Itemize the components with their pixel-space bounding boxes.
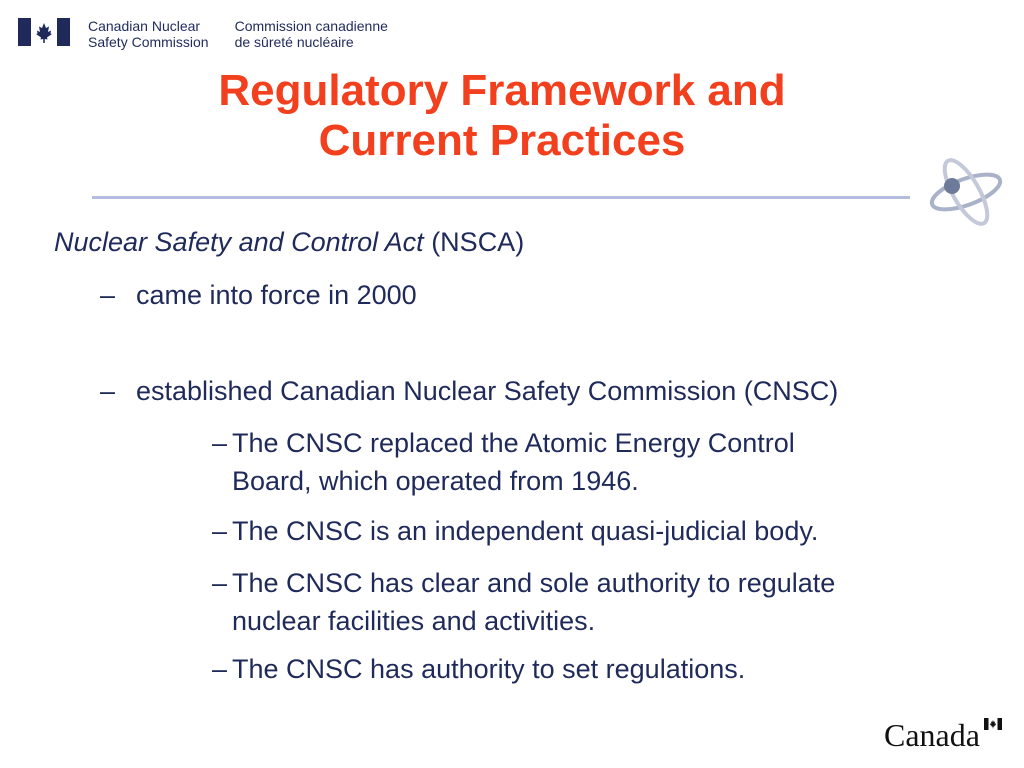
act-name: Nuclear Safety and Control Act (54, 227, 424, 257)
org-fr-line1: Commission canadienne (234, 18, 388, 34)
sub-bullet-text-cont: nuclear facilities and activities. (232, 606, 596, 636)
org-fr-line2: de sûreté nucléaire (234, 34, 354, 50)
title-line1: Regulatory Framework and (218, 66, 786, 115)
sub-bullet-item (212, 424, 795, 500)
title-line2: Current Practices (318, 116, 686, 165)
bullet-item (100, 372, 838, 410)
sub-bullet-text: The CNSC is an independent quasi-judicial body. (232, 516, 819, 546)
sub-bullet-dash: – (212, 428, 228, 458)
act-acronym: (NSCA) (423, 227, 525, 257)
bullet-dash: – (100, 280, 116, 310)
org-en-line1: Canadian Nuclear (88, 18, 201, 34)
sub-bullet-text: The CNSC has clear and sole authority to regulate (232, 568, 836, 598)
bullet-dash: – (100, 376, 116, 406)
sub-bullet-dash: – (212, 568, 228, 598)
canada-wordmark (884, 714, 1008, 754)
sub-bullet-text: The CNSC replaced the Atomic Energy Control (232, 428, 795, 458)
bullet-item (100, 276, 417, 314)
sub-bullet-dash: – (212, 516, 228, 546)
canada-wordmark-flag-icon (984, 718, 1002, 730)
sub-bullet-item (212, 564, 835, 640)
sub-bullet-text-cont: Board, which operated from 1946. (232, 466, 639, 496)
sub-bullet-text: The CNSC has authority to set regulations. (232, 654, 746, 684)
bullet-text: established Canadian Nuclear Safety Commission (CNSC) (136, 376, 839, 406)
sub-bullet-dash: – (212, 654, 228, 684)
sub-bullet-item (212, 650, 745, 688)
canada-wordmark-text: Canada (884, 717, 980, 753)
org-en-line2: Safety Commission (88, 34, 209, 50)
sub-bullet-item (212, 512, 818, 550)
main-point (54, 226, 524, 258)
bullet-text: came into force in 2000 (136, 280, 417, 310)
